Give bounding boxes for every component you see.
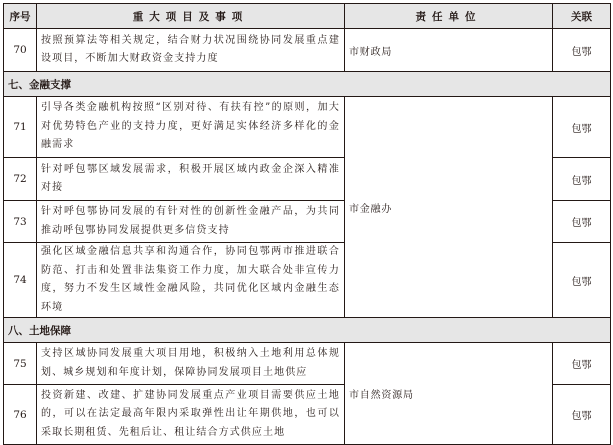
table-header-row: [4, 4, 611, 29]
row-number: 75: [4, 343, 37, 385]
row-link: 包鄂: [553, 343, 611, 385]
row-link: 包鄂: [553, 158, 611, 201]
header-seq: 序号: [4, 4, 37, 29]
row-number: 76: [4, 385, 37, 445]
row-number: 70: [4, 29, 37, 72]
row-number: 72: [4, 158, 37, 201]
row-unit-merged: 市金融办: [345, 97, 553, 318]
section-title-finance: 七、金融支撑: [4, 72, 611, 97]
table-row: [4, 97, 611, 158]
row-item-text: 投资新建、改建、扩建协同发展重点产业项目需要供应土地的，可以在法定最高年限内采取弹性出让年期供地，也可以采取长期租赁、先租后让、租让结合方式供应土地: [37, 385, 345, 445]
row-item-text: 引导各类金融机构按照“区别对待、有扶有控”的原则，加大对优势特色产业的支持力度，更好满足实体经济多样化的金融需求: [37, 97, 345, 158]
table-row: [4, 343, 611, 385]
table-row: [4, 29, 611, 72]
header-item: 重大项目及事项: [37, 4, 345, 29]
header-link: 关联: [553, 4, 611, 29]
row-number: 73: [4, 201, 37, 243]
row-link: 包鄂: [553, 201, 611, 243]
row-link: 包鄂: [553, 97, 611, 158]
section-title-land: 八、土地保障: [4, 318, 611, 343]
section-row: [4, 72, 611, 97]
row-item-text: 支持区域协同发展重大项目用地，积极纳入土地利用总体规划、城乡规划和年度计划，保障协同发展项目土地供应: [37, 343, 345, 385]
row-link: 包鄂: [553, 385, 611, 445]
row-unit-merged: 市自然资源局: [345, 343, 553, 445]
section-row: [4, 318, 611, 343]
project-table: [3, 3, 611, 445]
row-item-text: 针对呼包鄂协同发展的有针对性的创新性金融产品，为共同推动呼包鄂协同发展提供更多信贷支持: [37, 201, 345, 243]
row-item-text: 按照预算法等相关规定，结合财力状况围绕协同发展重点建设项目，不断加大财政资金支持力度: [37, 29, 345, 72]
row-item-text: 针对呼包鄂区域发展需求，积极开展区域内政金企深入精准对接: [37, 158, 345, 201]
row-link: 包鄂: [553, 243, 611, 318]
row-number: 74: [4, 243, 37, 318]
header-unit: 责任单位: [345, 4, 553, 29]
row-link: 包鄂: [553, 29, 611, 72]
row-unit: 市财政局: [345, 29, 553, 72]
row-number: 71: [4, 97, 37, 158]
row-item-text: 强化区域金融信息共享和沟通合作，协同包鄂两市推进联合防范、打击和处置非法集资工作力度，加大联合处非宣传力度，努力不发生区域性金融风险，共同优化区域内金融生态环境: [37, 243, 345, 318]
